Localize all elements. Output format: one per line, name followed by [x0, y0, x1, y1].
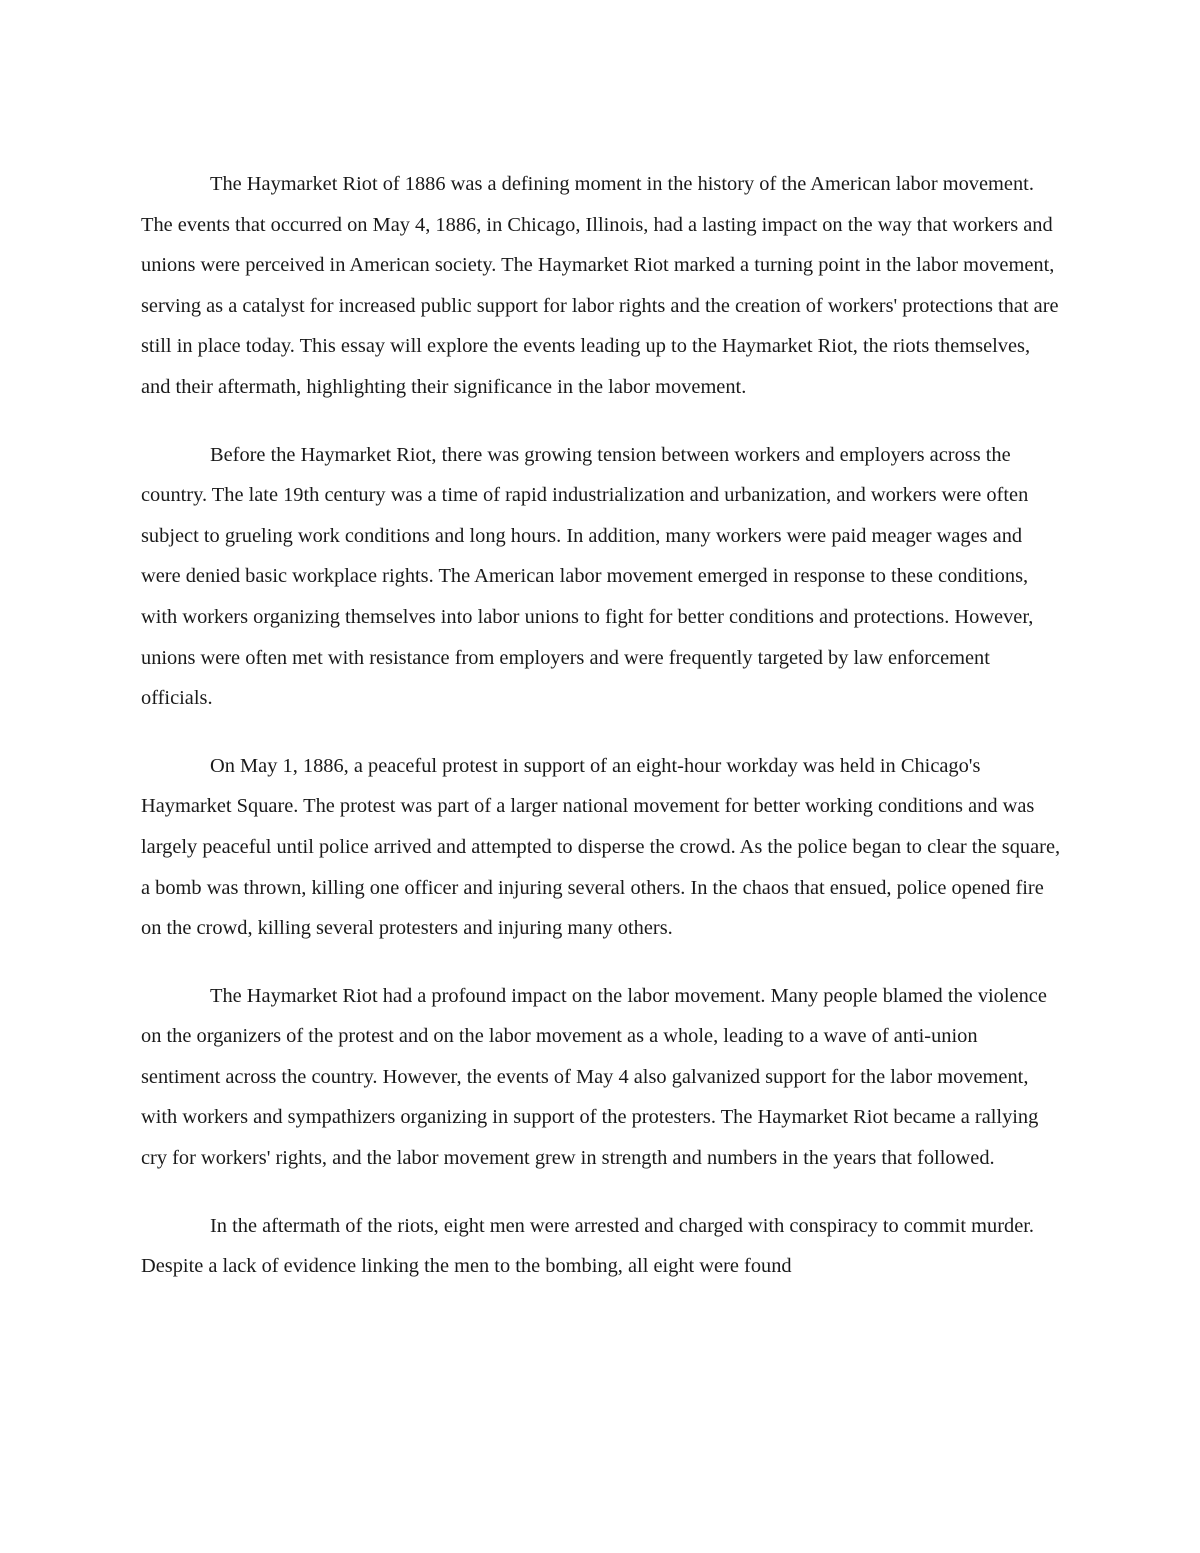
- paragraph-1: The Haymarket Riot of 1886 was a defining moment in the history of the American labor movement. The events that occurred on May 4, 1886, in Chicago, Illinois, had a lasting impact on the way that workers and unions were perceived in American society. The Haymarket Riot marked a turning point in the labor movement, serving as a catalyst for increased public support for labor rights and the creation of workers' protections that are still in place today. This essay will explore the events leading up to the Haymarket Riot, the riots themselves, and their aftermath, highlighting their significance in the labor movement.: [141, 173, 1059, 398]
- essay-body: [141, 164, 1061, 1314]
- paragraph-2: Before the Haymarket Riot, there was growing tension between workers and employers across the country. The late 19th century was a time of rapid industrialization and urbanization, and workers were often subject to grueling work conditions and long hours. In addition, many workers were paid meager wages and were denied basic workplace rights. The American labor movement emerged in response to these conditions, with workers organizing themselves into labor unions to fight for better conditions and protections. However, unions were often met with resistance from employers and were frequently targeted by law enforcement officials.: [141, 443, 1034, 710]
- paragraph-4: The Haymarket Riot had a profound impact on the labor movement. Many people blamed the violence on the organizers of the protest and on the labor movement as a whole, leading to a wave of anti-union sentiment across the country. However, the events of May 4 also galvanized support for the labor movement, with workers and sympathizers organizing in support of the protesters. The Haymarket Riot became a rallying cry for workers' rights, and the labor movement grew in strength and numbers in the years that followed.: [141, 984, 1047, 1170]
- paragraph-5: In the aftermath of the riots, eight men were arrested and charged with conspiracy to commit murder. Despite a lack of evidence linking the men to the bombing, all eight were found: [141, 1214, 1035, 1278]
- paragraph-3: On May 1, 1886, a peaceful protest in support of an eight-hour workday was held in Chicago's Haymarket Square. The protest was part of a larger national movement for better working conditions and was largely peaceful until police arrived and attempted to disperse the crowd. As the police began to clear the square, a bomb was thrown, killing one officer and injuring several others. In the chaos that ensued, police opened fire on the crowd, killing several protesters and injuring many others.: [141, 754, 1061, 940]
